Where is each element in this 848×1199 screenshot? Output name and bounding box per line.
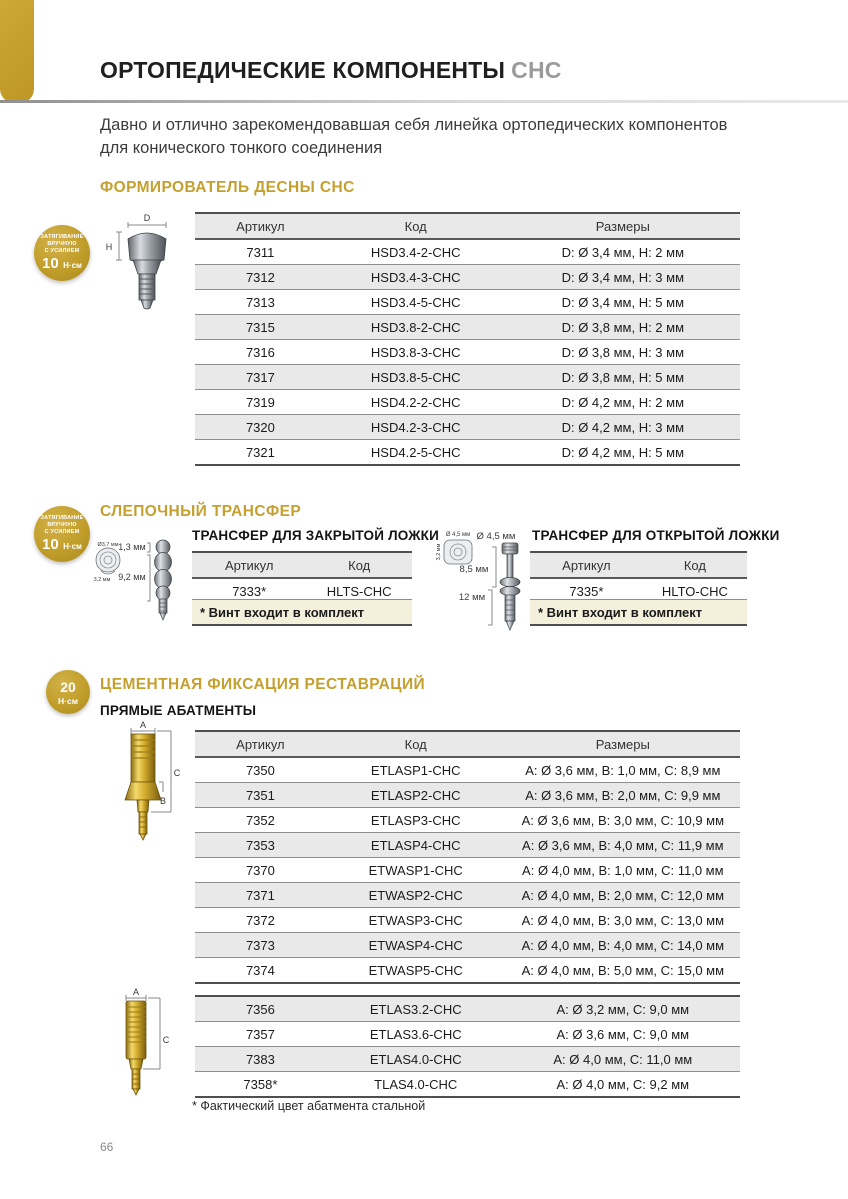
table-cell: 7358* (243, 1076, 278, 1092)
badge-text: ЗАТЯГИВАНИЕ (40, 515, 84, 522)
straight-abutments-table-2 (195, 995, 740, 1098)
table-cell: A: Ø 4,0 мм, C: 11,0 мм (553, 1051, 693, 1067)
table-cell: HLTO-CHC (661, 583, 728, 599)
table-cell: 7316 (245, 344, 275, 360)
straight-abutment-illustration-2 (103, 985, 203, 1110)
table-cell: 7383 (245, 1051, 275, 1067)
table-row (195, 997, 740, 1022)
table-row (195, 340, 740, 365)
table-cell: 7315 (245, 319, 275, 335)
table-row (195, 1022, 740, 1047)
table-cell: A: Ø 4,0 мм, B: 5,0 мм, C: 15,0 мм (521, 962, 725, 978)
table-cell: ETLASP1-CHC (370, 762, 461, 778)
table-cell: HSD3.4-5-CHC (370, 294, 461, 310)
table-cell: D: Ø 4,2 мм, H: 5 мм (561, 444, 685, 460)
hand-torque-badge-10b (34, 506, 90, 562)
table-cell: D: Ø 3,8 мм, H: 2 мм (561, 319, 685, 335)
table-cell: 7313 (245, 294, 275, 310)
table-row (195, 908, 740, 933)
dim-label-d: D (143, 213, 151, 223)
table-row (195, 833, 740, 858)
table-row (195, 390, 740, 415)
table-cell: 7356 (245, 1001, 275, 1017)
dim-label-h: H (105, 242, 113, 252)
title-divider (0, 100, 848, 103)
table-cell: 7350 (245, 762, 275, 778)
table-cell: 7352 (245, 812, 275, 828)
dim-label-diameter: Ø 4,5 мм (476, 531, 516, 542)
table-row (195, 783, 740, 808)
closed-tray-footnote: * Винт входит в комплект (192, 599, 412, 626)
page-title (100, 57, 562, 84)
table-cell: HSD3.4-3-CHC (370, 269, 461, 285)
table-cell: 7321 (245, 444, 275, 460)
table-cell: A: Ø 4,0 мм, B: 4,0 мм, C: 14,0 мм (521, 937, 725, 953)
table-cell: D: Ø 3,4 мм, H: 3 мм (561, 269, 685, 285)
table-cell: HSD3.8-3-CHC (370, 344, 461, 360)
table-cell: HLTS-CHC (326, 583, 392, 599)
table-row (195, 440, 740, 464)
badge-text: ВРУЧНУЮ (47, 522, 77, 529)
column-header: Код (404, 736, 427, 752)
table-cell: ETLAS3.2-CHC (369, 1001, 462, 1017)
table-row (195, 415, 740, 440)
table-cell: ETWASP2-CHC (368, 887, 463, 903)
section3-heading: ЦЕМЕНТНАЯ ФИКСАЦИЯ РЕСТАВРАЦИЙ (100, 676, 426, 693)
torque-badge-20 (46, 670, 90, 714)
table-cell: A: Ø 4,0 мм, B: 3,0 мм, C: 13,0 мм (521, 912, 725, 928)
closed-tray-transfer-illustration (92, 533, 180, 625)
table-cell: 7357 (245, 1026, 275, 1042)
dim-label-a: A (132, 987, 140, 997)
dim-label-c: C (173, 768, 181, 778)
dim-label-2: 9,2 мм (118, 572, 146, 582)
open-tray-subheading: ТРАНСФЕР ДЛЯ ОТКРЫТОЙ ЛОЖКИ (532, 528, 780, 543)
page-number: 66 (100, 1140, 114, 1154)
table-cell: ETLAS4.0-CHC (369, 1051, 462, 1067)
table-cell: ETWASP1-CHC (368, 862, 463, 878)
section3-subheading: ПРЯМЫЕ АБАТМЕНТЫ (100, 703, 257, 718)
table-cell: ETWASP5-CHC (368, 962, 463, 978)
dim-label-2: 12 мм (458, 592, 486, 603)
open-tray-table (530, 551, 747, 605)
table-row (195, 365, 740, 390)
table-row (195, 958, 740, 982)
column-header: Код (348, 557, 371, 573)
table-cell: 7311 (246, 244, 275, 260)
table-row (195, 265, 740, 290)
closed-tray-table (192, 551, 412, 605)
table-cell: HSD4.2-5-CHC (370, 444, 461, 460)
table-cell: HSD3.4-2-CHC (370, 244, 461, 260)
straight-abutment-illustration (103, 720, 203, 865)
column-header: Код (404, 218, 427, 234)
table-cell: 7319 (245, 394, 275, 410)
table-cell: ETLAS3.6-CHC (369, 1026, 462, 1042)
table-cell: A: Ø 3,6 мм, B: 3,0 мм, C: 10,9 мм (521, 812, 725, 828)
column-header: Артикул (236, 218, 285, 234)
dim-label-1: 1,3 мм (118, 542, 146, 552)
table-row (195, 858, 740, 883)
table-row (195, 758, 740, 783)
table-cell: 7374 (245, 962, 275, 978)
table-row (195, 315, 740, 340)
table-row (195, 883, 740, 908)
table-cell: 7335* (569, 583, 604, 599)
table-cell: ETLASP4-CHC (370, 837, 461, 853)
dim-label-a: A (139, 720, 147, 730)
table-cell: A: Ø 3,6 мм, B: 1,0 мм, C: 8,9 мм (525, 762, 721, 778)
table-cell: 7370 (245, 862, 275, 878)
open-tray-footnote: * Винт входит в комплект (530, 599, 747, 626)
table-cell: HSD4.2-3-CHC (370, 419, 461, 435)
table-cell: TLAS4.0-CHC (374, 1076, 458, 1092)
table-cell: D: Ø 3,4 мм, H: 5 мм (561, 294, 685, 310)
gold-corner-tab (0, 0, 34, 103)
dim-label-b: B (159, 796, 167, 806)
table-cell: A: Ø 3,6 мм, B: 4,0 мм, C: 11,9 мм (522, 837, 724, 853)
column-header: Размеры (595, 218, 650, 234)
dim-label-top-diameter: Ø 4,5 мм (445, 532, 471, 538)
dim-label-c: C (162, 1035, 170, 1045)
table-cell: D: Ø 4,2 мм, H: 3 мм (561, 419, 685, 435)
badge-torque-value: 10 Н·см (42, 254, 82, 272)
dim-label-top-height: 3,2 мм (436, 543, 442, 561)
hand-torque-badge-10 (34, 225, 90, 281)
table-cell: D: Ø 3,4 мм, H: 2 мм (561, 244, 685, 260)
open-tray-transfer-illustration (436, 527, 531, 635)
table-cell: ETLASP3-CHC (370, 812, 461, 828)
table-cell: D: Ø 3,8 мм, H: 5 мм (561, 369, 685, 385)
dim-label-1: 8,5 мм (459, 564, 489, 575)
steel-color-footnote: * Фактический цвет абатмента стальной (192, 1099, 426, 1113)
table-cell: ETWASP4-CHC (368, 937, 463, 953)
badge-text: С УСИЛИЕМ (44, 247, 80, 254)
table-cell: A: Ø 3,6 мм, B: 2,0 мм, C: 9,9 мм (525, 787, 721, 803)
table-cell: 7317 (245, 369, 275, 385)
table-header-row (530, 553, 747, 579)
table-cell: HSD3.8-2-CHC (370, 319, 461, 335)
table-cell: 7351 (245, 787, 275, 803)
badge-text: С УСИЛИЕМ (44, 528, 80, 535)
column-header: Размеры (595, 736, 650, 752)
page-title-suffix: CHC (511, 57, 562, 83)
table-cell: 7353 (245, 837, 275, 853)
table-header-row (192, 553, 412, 579)
table-header-row (195, 214, 740, 240)
closed-tray-subheading: ТРАНСФЕР ДЛЯ ЗАКРЫТОЙ ЛОЖКИ (192, 528, 440, 543)
table-cell: A: Ø 4,0 мм, B: 2,0 мм, C: 12,0 мм (521, 887, 725, 903)
table-cell: 7371 (245, 887, 275, 903)
straight-abutments-table-1 (195, 730, 740, 984)
dim-label-top-height: 3,2 мм (93, 577, 111, 583)
table-cell: 7333* (232, 583, 267, 599)
table-row (195, 933, 740, 958)
column-header: Артикул (224, 557, 274, 573)
table-cell: A: Ø 3,6 мм, C: 9,0 мм (556, 1026, 690, 1042)
column-header: Код (683, 557, 706, 573)
table-row (195, 240, 740, 265)
table-cell: 7312 (245, 269, 275, 285)
table-cell: A: Ø 4,0 мм, B: 1,0 мм, C: 11,0 мм (522, 862, 724, 878)
table-cell: ETWASP3-CHC (368, 912, 463, 928)
badge-text: ЗАТЯГИВАНИЕ (40, 234, 84, 241)
badge-torque-value: 20 Н·см (58, 678, 78, 706)
intro-paragraph (100, 114, 800, 160)
table-cell: D: Ø 3,8 мм, H: 3 мм (561, 344, 685, 360)
page-title-main: ОРТОПЕДИЧЕСКИЕ КОМПОНЕНТЫ (100, 57, 506, 83)
table-row (195, 1047, 740, 1072)
badge-text: ВРУЧНУЮ (47, 241, 77, 248)
dim-label-top-diameter: Ø3,7 мм (97, 542, 119, 548)
table-cell: HSD3.8-5-CHC (370, 369, 461, 385)
table-cell: 7372 (245, 912, 275, 928)
table-cell: 7320 (245, 419, 275, 435)
section1-heading: ФОРМИРОВАТЕЛЬ ДЕСНЫ CHC (100, 179, 355, 196)
table-cell: D: Ø 4,2 мм, H: 2 мм (561, 394, 685, 410)
table-row (195, 290, 740, 315)
section2-heading: СЛЕПОЧНЫЙ ТРАНСФЕР (100, 503, 302, 520)
column-header: Артикул (236, 736, 285, 752)
table-cell: HSD4.2-2-CHC (370, 394, 461, 410)
table-header-row (195, 732, 740, 758)
gingiva-former-illustration (95, 212, 190, 314)
badge-torque-value: 10 Н·см (42, 535, 82, 553)
table-row (195, 808, 740, 833)
intro-line-2: для конического тонкого соединения (100, 138, 383, 157)
table-cell: 7373 (245, 937, 275, 953)
column-header: Артикул (562, 557, 611, 573)
table-cell: A: Ø 4,0 мм, C: 9,2 мм (556, 1076, 690, 1092)
table-cell: A: Ø 3,2 мм, C: 9,0 мм (556, 1001, 690, 1017)
table-cell: ETLASP2-CHC (370, 787, 461, 803)
table-row (195, 1072, 740, 1096)
gingiva-former-table (195, 212, 740, 466)
intro-line-1: Давно и отлично зарекомендовавшая себя линейка ортопедических компонентов (100, 116, 728, 134)
